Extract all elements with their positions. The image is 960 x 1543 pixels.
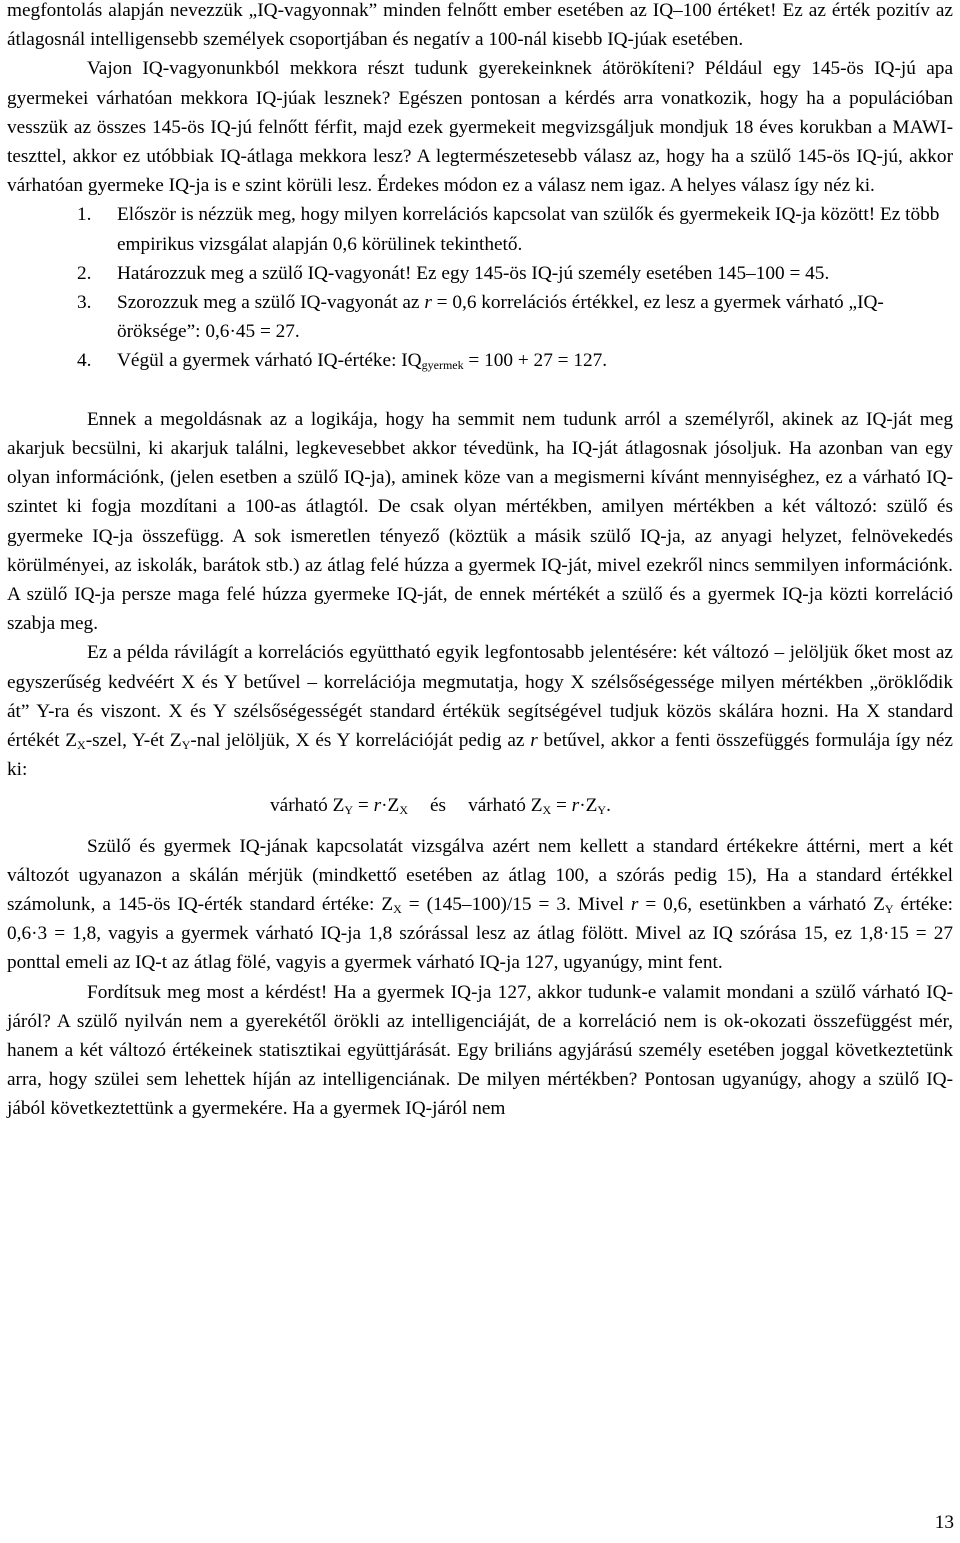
list-item (7, 346, 953, 375)
text-span: várható Z (270, 795, 345, 817)
list-item (7, 200, 953, 258)
list-item (7, 259, 953, 288)
list-item-text (117, 350, 607, 371)
text-span: Végül a gyermek várható IQ-értéke: IQ (117, 350, 422, 372)
list-item-text: Először is nézzük meg, hogy milyen korrelációs kapcsolat van szülők és gyermekeik IQ-ja között! Ez több empirikus vizsgálat alapján 0,6 körülinek tekinthető. (117, 204, 940, 255)
subscript: X (77, 738, 86, 753)
text-span: Szorozzuk meg a szülő IQ-vagyonát az (117, 292, 425, 314)
text-span: ·Z (381, 795, 400, 817)
list-item-number: 1. (77, 204, 92, 226)
list-item-text: Határozzuk meg a szülő IQ-vagyonát! Ez egy 145-ös IQ-jú személy esetében 145–100 = 45. (117, 262, 830, 284)
text-span: = 0,6, esetünkben a várható Z (638, 894, 885, 916)
variable-r: r (630, 894, 639, 916)
text-span: és (430, 795, 447, 817)
text-span: Szülő és gyermek IQ-jának kapcsolatát vizsgálva azért nem kellett a standard értékekre áttérni, mert a két változót ugyanazon a skálán mérjük (mindkettő esetében az átlag 100, a szórás pedig 15), Ha a standard értékkel számolunk, a 145-ös IQ-érték standard értéke: Z (7, 835, 953, 916)
spacer (7, 376, 953, 405)
paragraph-1: megfontolás alapján nevezzük „IQ-vagyonnak” minden felnőtt ember esetében az IQ–100 értéket! Ez az érték pozitív az átlagosnál intelligensebb személyek csoportjában és negatív a 100-nál kisebb IQ-júak esetében. (7, 0, 953, 51)
page-number: 13 (934, 1512, 954, 1533)
subscript: X (399, 803, 408, 818)
variable-r: r (424, 292, 432, 314)
list-item-text (117, 292, 884, 342)
list-item-number: 4. (77, 350, 92, 372)
document-page (7, 0, 953, 1124)
text-span: betűvel, akkor a fenti összefüggés formulája így néz ki: (7, 730, 953, 781)
list-item-number: 2. (77, 262, 92, 284)
text-span: = (551, 795, 572, 817)
list-item-number: 3. (77, 292, 92, 314)
text-span: várható Z (468, 795, 543, 817)
text-span: = 0,6 korrelációs értékkel, ez lesz a gyermek várható „IQ-öröksége”: 0,6·45 = 27. (117, 292, 884, 343)
regression-formula (7, 791, 953, 820)
text-span: -szel, Y-ét Z (85, 730, 182, 752)
paragraph-5 (7, 832, 953, 978)
paragraph-3: Ennek a megoldásnak az a logikája, hogy ha semmit nem tudunk arról a személyről, akinek az IQ-ját meg akarjuk becsülni, ki akarjuk találni, legkevesebbet akkor tévedünk, ha IQ-ját átlagosnak jósoljuk. Ha azonban van egy olyan információnk, (jelen esetben a szülő IQ-ja), aminek köze van a megismerni kívánt mennyiséghez, ez a várható IQ-szintet ki fogja mozdítani a 100-as átlagtól. De csak olyan mértékben, amilyen mértékben a két változó: szülő és gyermeke IQ-ja összefügg. A sok ismeretlen tényező (köztük a másik szülő IQ-ja, az anyagi helyzet, felnövekedés körülményei, az iskolák, barátok stb.) az átlag felé húzza a gyermek IQ-ját, mivel ezekről nincs semmilyen információnk. A szülő IQ-ja persze maga felé húzza gyermeke IQ-ját, de ennek mértékét a szülő és a gyermek IQ-ja közti korreláció szabja meg. (7, 408, 953, 635)
variable-r: r (571, 795, 580, 817)
subscript: Y (597, 803, 607, 818)
subscript: gyermek (421, 358, 464, 373)
subscript: X (542, 803, 552, 818)
text-span: = 100 + 27 = 127. (463, 350, 608, 372)
text-span: . (606, 795, 611, 817)
text-span: Ez a példa rávilágít a korrelációs együttható egyik legfontosabb jelentésére: két változó – jelöljük őket most az egyszerűség kedvéért X és Y betűvel – korrelációja megmutatja, hogy X szélsőségessége milyen mértékben „öröklődik át” Y-ra és viszont. X és Y szélsőségességét standard értékük segítségével tudjuk közös skálára hozni. Ha X standard értékét Z (7, 642, 953, 752)
subscript: X (393, 902, 402, 917)
variable-r: r (373, 795, 382, 817)
text-span: = (145–100)/15 = 3. Mivel (401, 894, 631, 916)
paragraph-6: Fordítsuk meg most a kérdést! Ha a gyermek IQ-ja 127, akkor tudunk-e valamit mondani a szülő várható IQ-járól? A szülő nyilván nem a gyerekétől örökli az intelligenciáját, de a korreláció nem is ok-okozati összefüggést mér, hanem a két változó értékeinek statisztikai együttjárását. Egy briliáns agyjárású személy esetében joggal következtetünk arra, hogy szülei sem lehettek híján az intelligenciának. De milyen mértékben? Pontosan ugyanúgy, ahogy a szülő IQ-jából következtettünk a gyermekére. Ha a gyermek IQ-járól nem (7, 981, 953, 1120)
numbered-list (7, 200, 953, 375)
variable-r: r (530, 730, 538, 752)
subscript: Y (344, 803, 354, 818)
text-span: = (353, 795, 374, 817)
text-span: ·Z (579, 795, 598, 817)
subscript: Y (884, 902, 894, 917)
text-span: értéke: 0,6·3 = 1,8, vagyis a gyermek várható IQ-ja 1,8 szórással lesz az átlag fölött. Mivel az IQ szórása 15, ez 1,8·15 = 27 ponttal emeli az IQ-t az átlag fölé, vagyis a gyermek várható IQ-ja 127, ugyanúgy, mint fent. (7, 894, 953, 974)
subscript: Y (181, 738, 191, 753)
list-item (7, 288, 953, 346)
paragraph-4 (7, 638, 953, 784)
paragraph-2: Vajon IQ-vagyonunkból mekkora részt tudunk gyerekeinknek átörökíteni? Például egy 145-ös IQ-jú apa gyermekei várhatóan mekkora IQ-júak lesznek? Egészen pontosan a kérdés arra vonatkozik, hogy ha a populációban vesszük az összes 145-ös IQ-jú felnőtt férfit, majd ezek gyermekeit megvizsgáljuk mondjuk 18 éves korukban a MAWI-teszttel, akkor ez utóbbiak IQ-átlaga mekkora lesz? A legtermészetesebb válasz az, hogy ha a szülő 145-ös IQ-jú, akkor várhatóan gyermeke IQ-ja is e szint körüli lesz. Érdekes módon ez a válasz nem igaz. A helyes válasz így néz ki. (7, 58, 953, 197)
text-span: -nal jelöljük, X és Y korrelációját pedig az (190, 730, 531, 752)
